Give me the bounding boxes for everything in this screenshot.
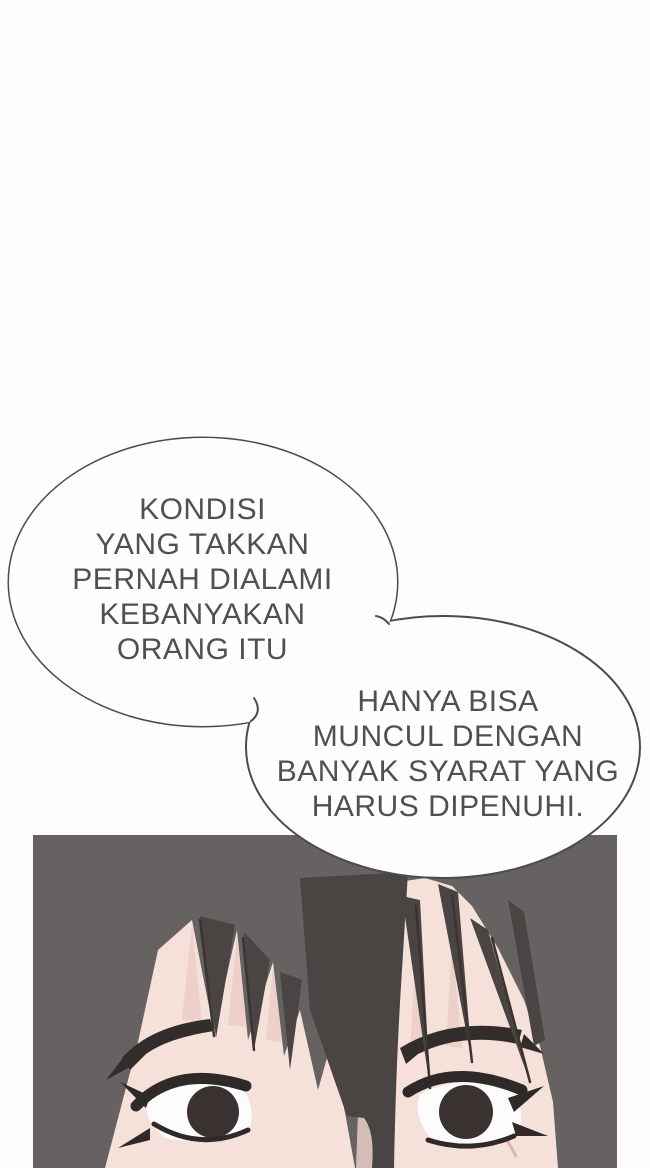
speech-bubble-1-text [30,492,375,667]
speech-bubble-2-text [268,684,628,824]
bubble-1-line: KEBANYAKAN [99,598,306,631]
bubble-2-line: BANYAK SYARAT YANG [276,755,620,788]
bubble-2-line: MUNCUL DENGAN [312,720,584,753]
right-iris [439,1085,493,1139]
bubble-2-line: HANYA BISA [357,685,539,718]
bubble-1-line: PERNAH DIALAMI [72,563,333,596]
art-panel [33,835,617,1168]
bubble-2-line: HARUS DIPENUHI. [311,790,585,823]
left-iris [187,1086,239,1138]
bubble-1-line: YANG TAKKAN [95,528,310,561]
bubble-1-line: KONDISI [139,493,266,526]
bubble-1-line: ORANG ITU [116,633,289,666]
